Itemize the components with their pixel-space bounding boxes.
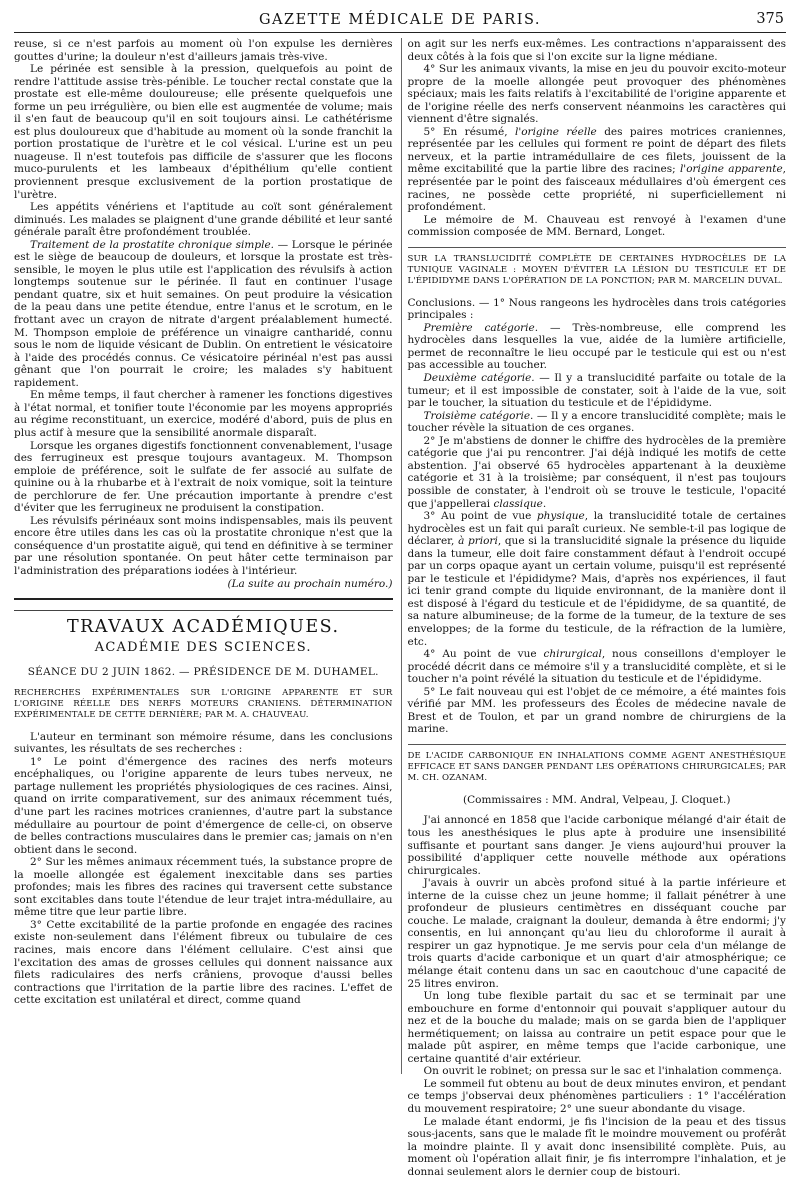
category-label: Première catégorie. — [423, 321, 539, 334]
paragraph: J'ai annoncé en 1858 que l'acide carbonique mélangé d'air était de tous les anesthésiques le plus apte à produire une insensibilité suffisante et pourtant sans danger. Je viens aujourd'hui prouver la possibilité d'appliquer cette nouvelle méthode aux opérations chirurgicales. — [407, 814, 786, 877]
category-label: Deuxième catégorie. — [423, 372, 535, 385]
section-divider-thin — [14, 610, 393, 611]
text-run: , la translucidité totale de certaines hydrocèles est un fait qui paraît curieux. Ne semble-t-il pas logique de déclarer, — [407, 510, 786, 548]
text-run: , nous conseillons d'employer le procédé décrit dans ce mémoire s'il y a translucidité complète, et si le toucher n'a point révélé la situation du testicule et de l'épididyme. — [407, 648, 786, 686]
treatment-paragraph — [14, 239, 393, 390]
article-title: DE L'ACIDE CARBONIQUE EN INHALATIONS COMME AGENT ANESTHÉSIQUE EFFICACE ET SANS DANGER PENDANT LES OPÉRATIONS CHIRURGICALES; PAR M. CH. OZANAM. — [407, 750, 786, 783]
right-column — [401, 38, 787, 1178]
text-run: — Il y a encore translucidité complète; mais le toucher révèle la situation de ces organes. — [407, 409, 786, 435]
emphasis: à priori — [458, 535, 498, 548]
page-number: 375 — [756, 11, 784, 27]
text-columns — [14, 38, 787, 1178]
text-run: — Très-nombreuse, elle comprend les hydrocèles dans lesquelles la vue, aidée de la lumière artificielle, permet de reconnaître le lieu occupé par le testicule qui est ou n'est pas accessible au toucher. — [407, 321, 786, 372]
paragraph: on agit sur les nerfs eux-mêmes. Les contractions n'apparaissent des deux côtés à la fois que si l'on excite sur la ligne médiane. — [407, 38, 786, 63]
treatment-text: — Lorsque le périnée est le siège de beaucoup de douleurs, et lorsque la prostate est très-sensible, le moyen le plus utile est l'application des révulsifs à action longtemps soutenue sur le périnée. Il faut en continuer l'usage pendant quatre, six et huit semaines. On peut produire la vésication de la peau dans une petite étendue, entre l'anus et le scrotum, en le frottant avec un crayon de nitrate d'argent préalablement humecté. M. Thompson emploie de préférence un vinaigre cantharidé, connu sous le nom de liquide vésicant de Dublin. On entretient le vésicatoire à l'aide des procédés connus. Ce vésicatoire périnéal n'est pas aussi gênant que l'on pourrait le croire; les malades s'y habituent rapidement. — [14, 238, 393, 389]
conclusions-paragraph: Conclusions. — 1° Nous rangeons les hydrocèles dans trois catégories principales : — [407, 296, 786, 322]
commission-line: (Commissaires : MM. Andral, Velpeau, J. Cloquet.) — [463, 793, 731, 806]
journal-title: GAZETTE MÉDICALE DE PARIS. — [258, 12, 542, 28]
paragraph — [408, 435, 787, 510]
paragraph: Un long tube flexible partait du sac et se terminait par une embouchure en forme d'entonnoir qui pouvait s'appliquer autour du nez et de la bouche du malade; mais on se garda bien de l'appliquer hermétiquement; on laissa au contraire un petit espace pour que le malade pût aspirer, en même temps que l'acide carbonique, une certaine quantité d'air extérieur. — [407, 990, 786, 1065]
section-title: TRAVAUX ACADÉMIQUES. — [66, 617, 340, 638]
text-run: 2° Je m'abstiens de donner le chiffre des hydrocèles de la première catégorie que j'ai pu rencontrer. J'ai déjà indiqué les motifs de cette abstention. J'ai observé 65 hydrocèles appartenant à la deuxième catégorie et 31 à la troisième; par conséquent, il n'est pas toujours possible de constater, à l'endroit où se trouve le testicule, l'opacité que j'appellerai — [407, 434, 786, 510]
text-run: , représentée par le point des faisceaux médullaires d'où émergent ces racines, ne possède cette propriété, ni superficiellement ni profondément. — [407, 163, 786, 214]
paragraph — [408, 510, 787, 648]
text-run: 3° Au point de vue — [423, 510, 537, 523]
emphasis: chirurgical — [543, 648, 602, 661]
emphasis: l'origine réelle — [514, 125, 597, 138]
article-divider — [408, 744, 787, 745]
summary-paragraph — [408, 126, 787, 214]
paragraph: Les appétits vénériens et l'aptitude au coït sont généralement diminués. Les malades se plaignent d'une grande débilité et leur santé générale paraît être profondément troublée. — [14, 201, 393, 239]
paragraph: L'auteur en terminant son mémoire résume, dans les conclusions suivantes, les résultats de ses recherches : — [14, 730, 393, 756]
category-paragraph — [408, 372, 787, 410]
paragraph: reuse, si ce n'est parfois au moment où l'on expulse les dernières gouttes d'urine; la douleur n'est d'ailleurs jamais très-vive. — [14, 38, 393, 63]
text-run: 5° En résumé, — [423, 125, 515, 138]
continuation-note: (La suite au prochain numéro.) — [227, 577, 393, 590]
paragraph: En même temps, il faut chercher à ramener les fonctions digestives à l'état normal, et tonifier toute l'économie par les moyens appropriés au régime reconstituant, un exercice, modéré d'abord, puis de plus en plus actif à mesure que la sensibilité anormale disparaît. — [14, 389, 393, 439]
paragraph: Le sommeil fut obtenu au bout de deux minutes environ, et pendant ce temps j'observai deux phénomènes particuliers : 1° l'accélération du mouvement respiratoire; 2° une sueur abondante du visage. — [407, 1077, 786, 1116]
emphasis: classique — [493, 497, 543, 510]
category-paragraph — [408, 410, 787, 435]
paragraph: On ouvrit le robinet; on pressa sur le sac et l'inhalation commença. — [423, 1065, 782, 1078]
paragraph: 2° Sur les mêmes animaux récemment tués, la substance propre de la moelle allongée est également inexcitable dans ses parties profondes; mais les fibres des racines qui traversent cette substance sont excitables dans toute l'étendue de leur trajet intra-médullaire, au même titre que leur partie libre. — [14, 856, 393, 919]
page-header — [14, 10, 786, 33]
paragraph: J'avais à ouvrir un abcès profond situé à la partie inférieure et interne de la cuisse chez un jeune homme; il fallait pénétrer à une profondeur de plusieurs centimètres en disséquant couche par couche. Le malade, craignant la douleur, demanda à être endormi; j'y consentis, en lui annonçant qu'au lieu du chloroforme il aurait à respirer un gaz hypnotique. Je me servis pour cela d'un mélange de trois quarts d'acide carbonique et un quart d'air atmosphérique; ce mélange était contenu dans un sac en caoutchouc d'une capacité de 25 litres environ. — [407, 877, 786, 990]
left-column — [14, 38, 393, 1074]
session-line: SÉANCE DU 2 JUIN 1862. — PRÉSIDENCE DE M. DUHAMEL. — [27, 666, 379, 679]
emphasis: l'origine apparente — [679, 163, 783, 176]
paragraph: Le mémoire de M. Chauveau est renvoyé à l'examen d'une commission composée de MM. Bernard, Longet. — [407, 213, 786, 239]
text-run: — Il y a translucidité parfaite ou totale de la tumeur; et il est impossible de constater, soit à l'aide de la vue, soit par le toucher, la situation du testicule et de l'épididyme. — [407, 372, 786, 410]
paragraph: Les révulsifs périnéaux sont moins indispensables, mais ils peuvent encore être utiles dans les cas où la prostatite chronique n'est que la conséquence d'un prostatite aiguë, qui tend en définitive à se terminer par une résolution spontanée. On peut hâter cette terminaison par l'administration des préparations iodées à l'intérieur. — [14, 514, 393, 577]
article-divider — [408, 247, 787, 248]
text-run: des paires motrices craniennes, représentée par les cellules qui forment re point de départ des filets nerveux, et la partie intramédullaire de ces filets, jouissent de la même excitabilité que la partie libre des racines; — [407, 125, 787, 176]
category-paragraph — [408, 322, 787, 372]
article-title: RECHERCHES EXPÉRIMENTALES SUR L'ORIGINE APPARENTE ET SUR L'ORIGINE RÉELLE DES NERFS MOTEURS CRANIENS. DÉTERMINATION EXPÉRIMENTALE DE CETTE DERNIÈRE; PAR M. A. CHAUVEAU. — [14, 687, 393, 720]
emphasis: physique — [536, 510, 585, 523]
category-label: Troisième catégorie. — [423, 409, 534, 422]
section-divider — [14, 598, 393, 600]
text-run: . — [542, 497, 547, 510]
text-run: 4° Au point de vue — [423, 648, 544, 661]
article-title: SUR LA TRANSLUCIDITÉ COMPLÈTE DE CERTAINES HYDROCÈLES DE LA TUNIQUE VAGINALE : MOYEN D'ÉVITER LA LÉSION DU TESTICULE ET DE L'ÉPIDIDYME DANS L'OPÉRATION DE LA PONCTION; PAR M. MARCELIN DUVAL. — [407, 253, 786, 286]
section-subtitle: ACADÉMIE DES SCIENCES. — [94, 639, 312, 655]
paragraph: Le malade étant endormi, je fis l'incision de la peau et des tissus sous-jacents, sans que le malade fît le moindre mouvement ou proférât la moindre plainte. Il y avait donc insensibilité complète. Puis, au moment où l'opération allait finir, je fis interrompre l'inhalation, et je donnai seulement alors le dernier coup de bistouri. — [407, 1115, 786, 1178]
paragraph: 3° Cette excitabilité de la partie profonde en engagée des racines existe non-seulement dans l'élément fibreux ou tubulaire de ces racines, mais encore dans l'élément cellulaire. C'est ainsi que l'excitation des amas de grosses cellules qui donnent naissance aux filets radiculaires des nerfs crâniens, provoque d'aussi belles contractions que l'irritation de la partie libre des racines. L'effet de cette excitation est unilatéral et direct, comme quand — [14, 918, 393, 1007]
paragraph — [408, 648, 787, 686]
paragraph: 4° Sur les animaux vivants, la mise en jeu du pouvoir excito-moteur propre de la moelle allongée peut provoquer des phénomènes spéciaux; mais les faits relatifs à l'excitabilité de l'origine apparente et de l'origine réelle des nerfs conservent néanmoins les caractères qui viennent d'être signalés. — [407, 63, 786, 126]
paragraph: Le périnée est sensible à la pression, quelquefois au point de rendre l'attitude assise très-pénible. Le toucher rectal constate que la prostate est elle-même douloureuse; elle présente quelquefois une forme un peu irrégulière, ou bien elle est augmentée de volume; mais il s'en faut de beaucoup qu'il en soit toujours ainsi. Le cathétérisme est plus douloureux que d'habitude au moment où la sonde franchit la portion prostatique de l'urètre et le col vésical. L'urine est un peu nuageuse. Il n'est toutefois pas difficile de s'assurer que les flocons muco-purulents et les lambeaux d'épithélium qu'elle contient proviennent presque exclusivement de la portion prostatique de l'urètre. — [14, 63, 393, 201]
paragraph: Lorsque les organes digestifs fonctionnent convenablement, l'usage des ferrugineux est presque toujours avantageux. M. Thompson emploie de préférence, soit le sulfate de fer associé au sulfate de quinine ou à la rhubarbe et à l'extrait de noix vomique, soit la teinture de perchlorure de fer. Une précaution importante à prendre c'est d'éviter que les ferrugineux ne produisent la constipation. — [14, 439, 393, 515]
paragraph: 5° Le fait nouveau qui est l'objet de ce mémoire, a été maintes fois vérifié par MM. les professeurs des Écoles de médecine navale de Brest et de Toulon, et par un grand nombre de chirurgiens de la marine. — [407, 685, 786, 736]
paragraph: 1° Le point d'émergence des racines des nerfs moteurs encéphaliques, ou l'origine apparente de leurs tubes nerveux, ne partage nullement les propriétés physiologiques de ces racines. Ainsi, quand on irrite comparativement, sur des animaux récemment tués, d'une part les racines motrices craniennes, d'autre part la substance médullaire au pourtour de point d'émergence de celle-ci, on observe de belles contractions musculaires dans le premier cas; jamais on n'en obtient dans le second. — [14, 755, 393, 856]
treatment-heading: Traitement de la prostatite chronique simple. — [30, 238, 275, 251]
text-run: , que si la translucidité signale la présence du liquide dans la tumeur, elle doit faire constamment défaut à l'endroit occupé par un corps opaque ayant un certain volume, puisqu'il est représenté par le testicule et l'épididyme? Mais, d'après nos expériences, il faut ici tenir grand compte du liquide environnant, de la manière dont il est disposé à l'égard du testicule et de l'épididyme, de sa quantité, de sa nature albumineuse; de la forme de la tumeur, de la texture de ses enveloppes; de la forme du testicule, de la réfraction de la lumière, etc. — [407, 535, 786, 648]
